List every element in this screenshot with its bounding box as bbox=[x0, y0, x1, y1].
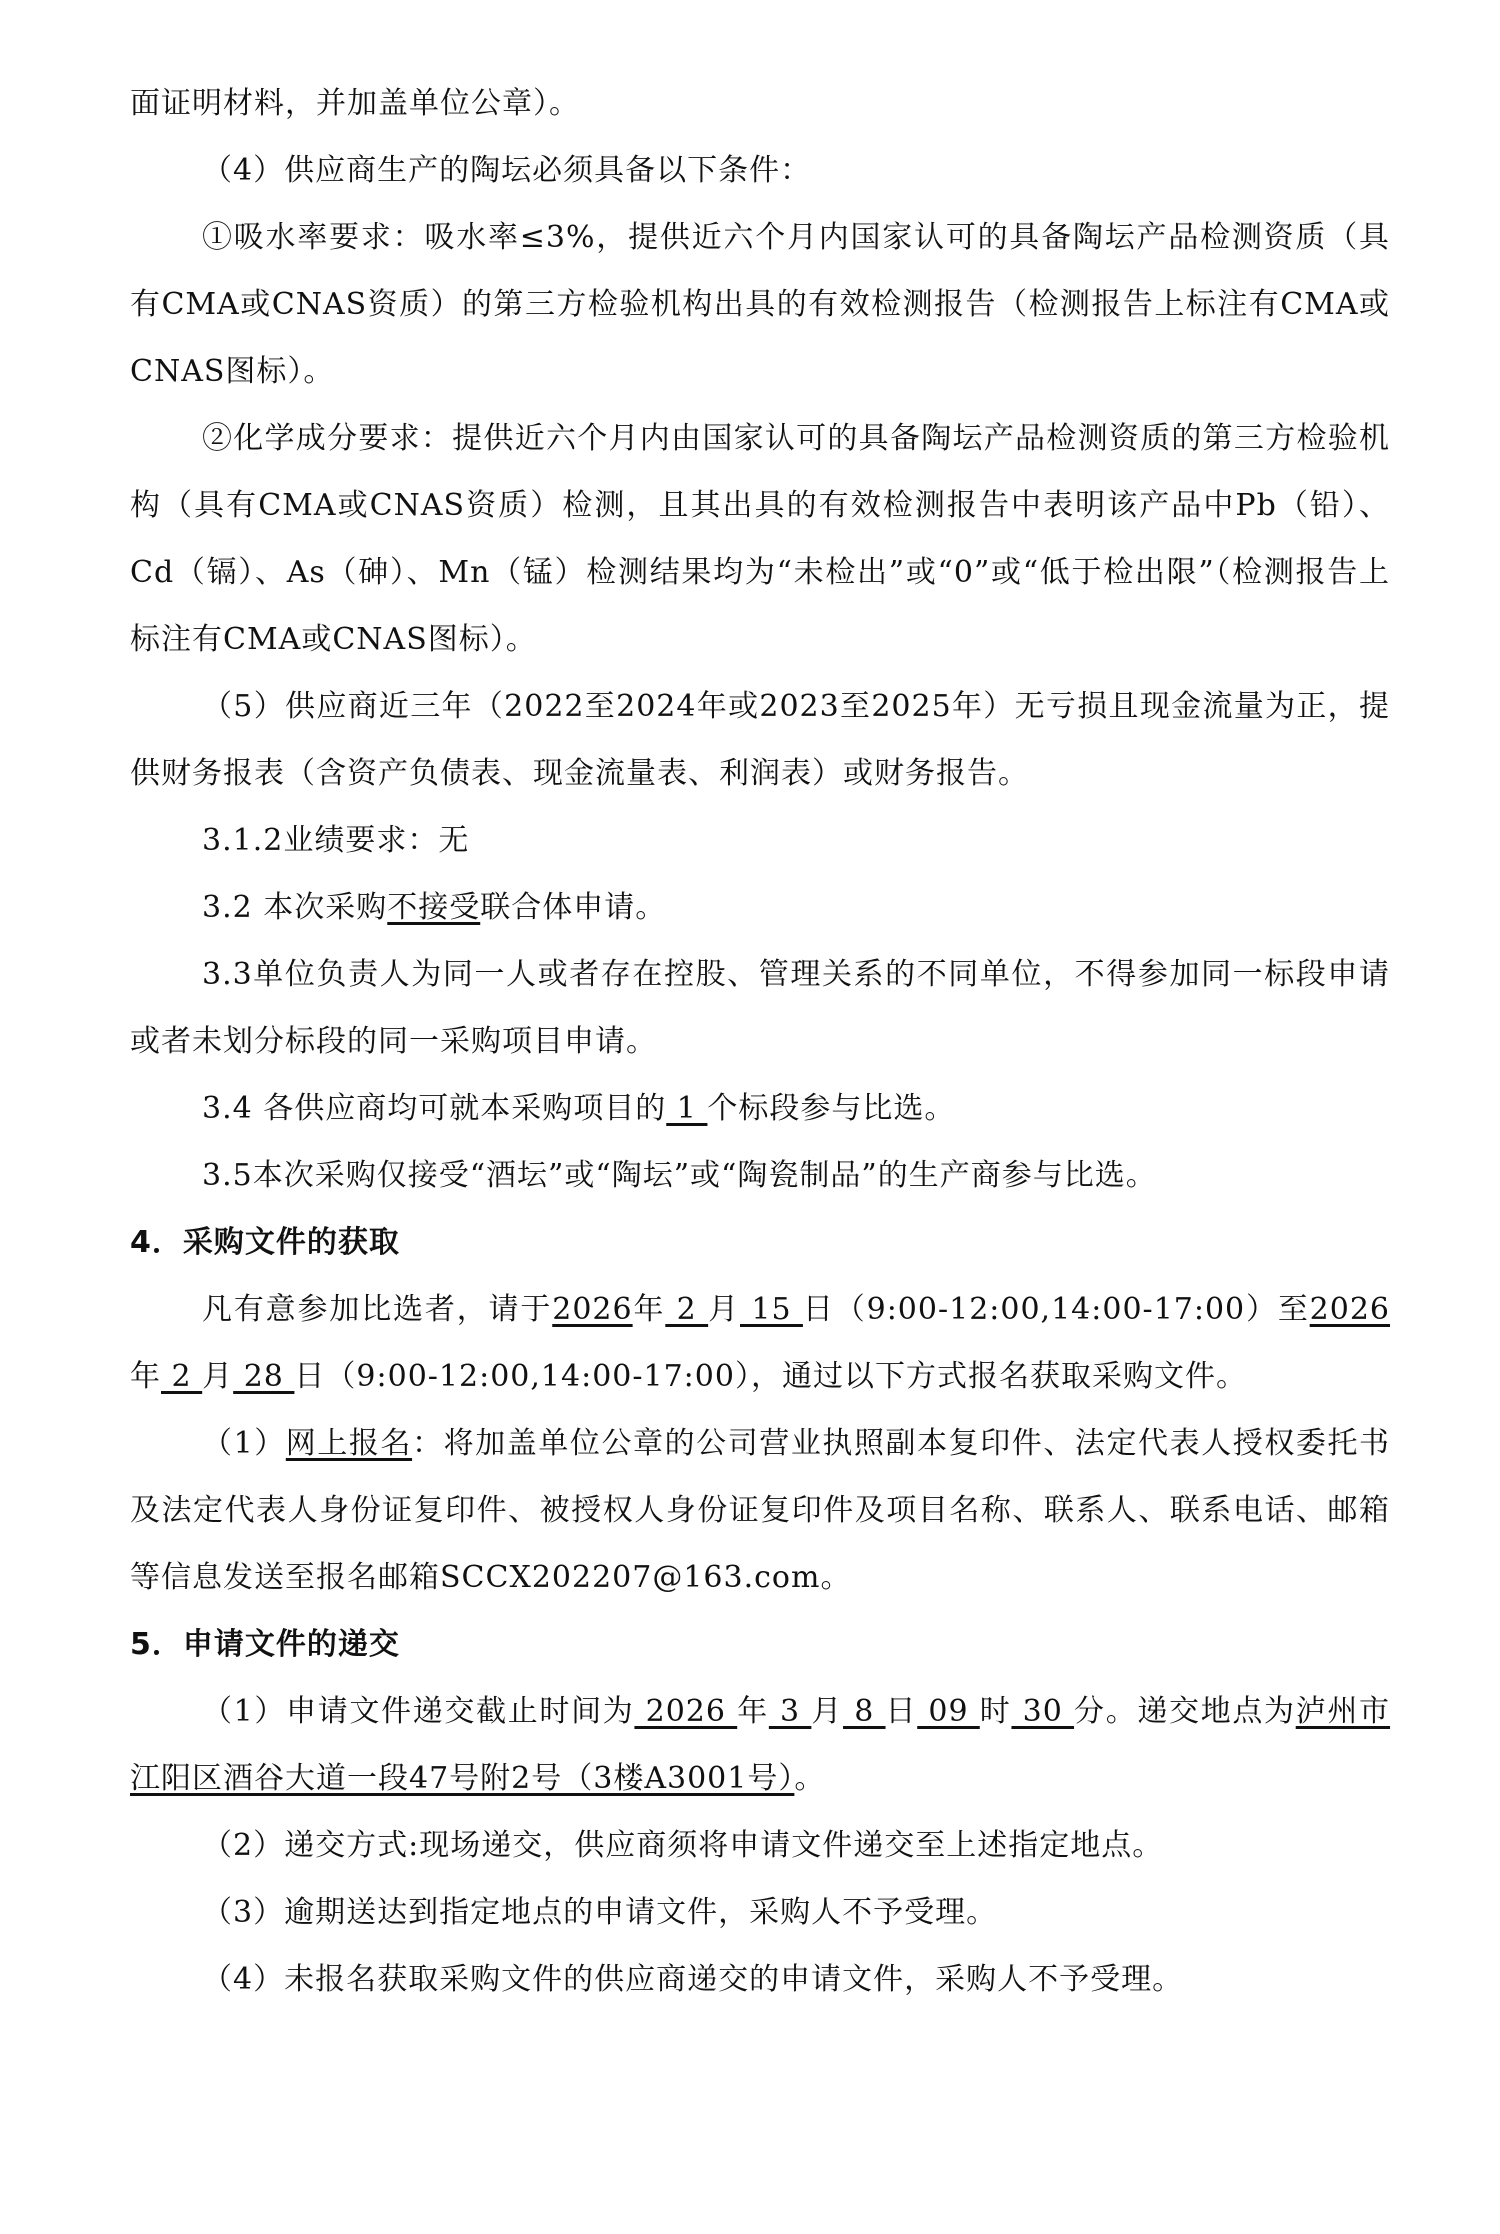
paragraph-late-submission: （3）逾期送达到指定地点的申请文件，采购人不予受理。 bbox=[202, 1895, 998, 1930]
underlined-address: 泸州市江阳区酒谷大道一段47号附2号（3楼A3001号） bbox=[130, 1694, 1391, 1796]
paragraph-same-person: 3.3单位负责人为同一人或者存在控股、管理关系的不同单位，不得参加同一标段申请或者未划分标段的同一采购项目申请。 bbox=[130, 957, 1390, 1059]
paragraph-water-absorption: ①吸水率要求：吸水率≤3%，提供近六个月内国家认可的具备陶坛产品检测资质（具有CMA或CNAS资质）的第三方检验机构出具的有效检测报告（检测报告上标注有CMA或CNAS图标）。 bbox=[130, 220, 1390, 389]
paragraph-consortium: 3.2 本次采购不接受联合体申请。 bbox=[202, 890, 667, 925]
underlined-number: 1 bbox=[666, 1091, 708, 1126]
paragraph-condition-4: （4）供应商生产的陶坛必须具备以下条件： bbox=[202, 153, 812, 188]
paragraph-unregistered: （4）未报名获取采购文件的供应商递交的申请文件，采购人不予受理。 bbox=[202, 1962, 1184, 1997]
paragraph-producers: 3.5本次采购仅接受“酒坛”或“陶坛”或“陶瓷制品”的生产商参与比选。 bbox=[202, 1158, 1157, 1193]
underlined-text: 不接受 bbox=[387, 890, 481, 925]
section-heading-5: 5．申请文件的递交 bbox=[130, 1627, 400, 1662]
paragraph-online-registration: （1）网上报名：将加盖单位公章的公司营业执照副本复印件、法定代表人授权委托书及法定代表人身份证复印件、被授权人身份证复印件及项目名称、联系人、联系电话、邮箱等信息发送至报名邮箱SCCX202207@163.com。 bbox=[130, 1426, 1391, 1595]
paragraph-lots: 3.4 各供应商均可就本采购项目的 1 个标段参与比选。 bbox=[202, 1091, 956, 1126]
paragraph-continuation: 面证明材料，并加盖单位公章）。 bbox=[130, 86, 580, 121]
paragraph-chemical-composition: ②化学成分要求：提供近六个月内由国家认可的具备陶坛产品检测资质的第三方检验机构（具有CMA或CNAS资质）检测，且其出具的有效检测报告中表明该产品中Pb（铅）、Cd（镉）、As（砷）、Mn（锰）检测结果均为“未检出”或“0”或“低于检出限”（检测报告上标注有CMA或CNAS图标）。 bbox=[130, 421, 1390, 657]
underlined-text: 网上报名 bbox=[285, 1426, 413, 1461]
section-heading-4: 4．采购文件的获取 bbox=[130, 1225, 400, 1260]
paragraph-performance: 3.1.2业绩要求：无 bbox=[202, 823, 470, 858]
paragraph-submission-method: （2）递交方式:现场递交，供应商须将申请文件递交至上述指定地点。 bbox=[202, 1828, 1164, 1863]
paragraph-obtain-dates: 凡有意参加比选者，请于2026年 2 月 15 日（9:00-12:00,14:00-17:00）至2026 年 2 月 28 日（9:00-12:00,14:00-17:00），通过以下方式报名获取采购文件。 bbox=[130, 1292, 1391, 1394]
paragraph-deadline: （1）申请文件递交截止时间为 2026 年 3 月 8 日 09 时 30 分。递交地点为泸州市江阳区酒谷大道一段47号附2号（3楼A3001号）。 bbox=[130, 1694, 1391, 1796]
paragraph-financial: （5）供应商近三年（2022至2024年或2023至2025年）无亏损且现金流量为正，提供财务报表（含资产负债表、现金流量表、利润表）或财务报告。 bbox=[130, 689, 1390, 791]
